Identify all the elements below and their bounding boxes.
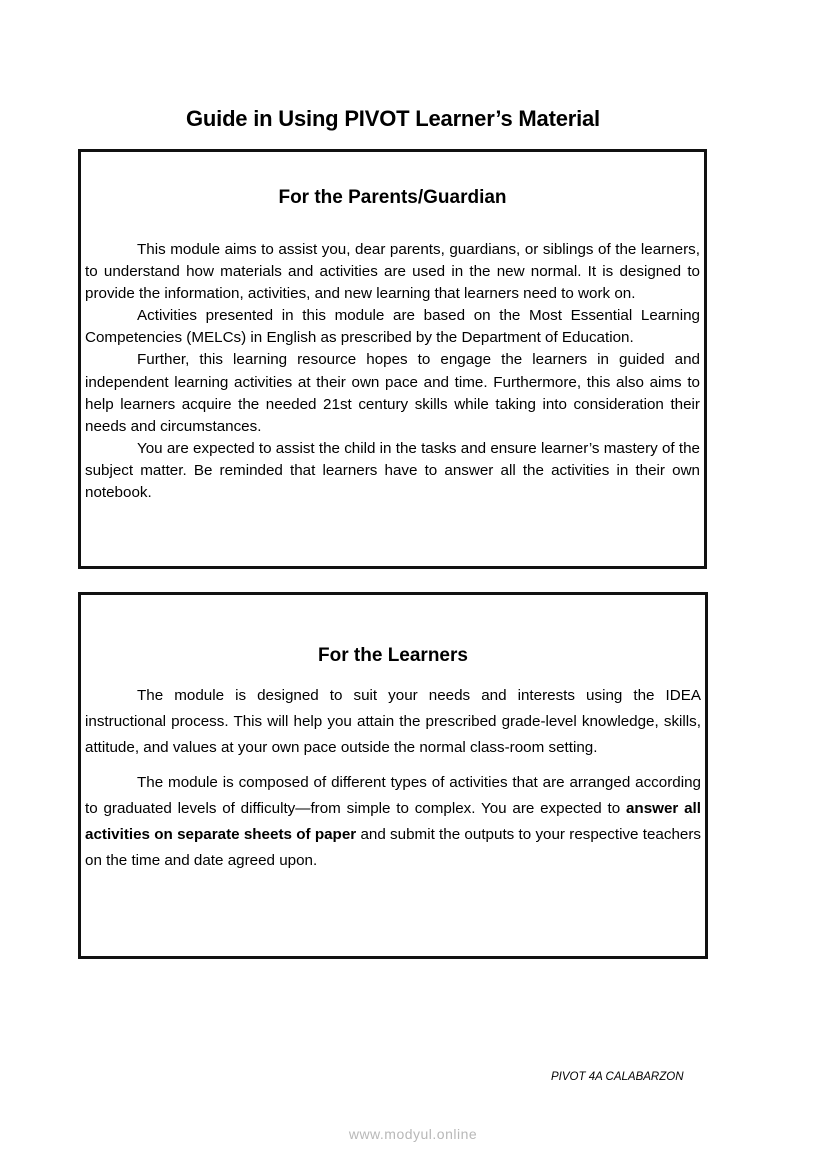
parents-guardian-box: [78, 149, 707, 569]
parents-paragraph-2: Activities presented in this module are based on the Most Essential Learning Competencies (MELCs) in English as prescribed by the Department of Education.: [85, 307, 700, 347]
parents-paragraph-1: This module aims to assist you, dear parents, guardians, or siblings of the learners, to understand how materials and activities are used in the new normal. It is designed to provide the information, activities, and new learning that learners need to work on.: [85, 241, 700, 303]
learners-paragraph-2-emphasis: answer all activities on separate sheets of paper: [85, 800, 701, 843]
learners-paragraph-1: The module is designed to suit your needs and interests using the IDEA instructional process. This will help you attain the prescribed grade-level knowledge, skills, attitude, and values at your own pace outside the normal class-room setting.: [85, 687, 701, 756]
learners-heading: For the Learners: [318, 645, 468, 666]
learners-paragraph-2: [85, 770, 701, 874]
learners-paragraph-2-end: and submit the outputs to your respective teachers on the time and date agreed upon.: [85, 826, 701, 869]
learners-box: [78, 592, 708, 959]
parents-guardian-heading: For the Parents/Guardian: [278, 187, 507, 208]
parents-guardian-body: [85, 239, 700, 504]
parents-paragraph-3: Further, this learning resource hopes to engage the learners in guided and independent learning activities at their own pace and time. Furthermore, this also aims to help learners acquire the needed 21st century skills while taking into consideration their needs and circumstances.: [85, 351, 700, 435]
parents-paragraph-4: You are expected to assist the child in the tasks and ensure learner’s mastery of the subject matter. Be reminded that learners have to answer all the activities in their own notebook.: [85, 439, 700, 502]
page-title: Guide in Using PIVOT Learner’s Material: [186, 106, 600, 131]
watermark: www.modyul.online: [348, 1126, 478, 1142]
learners-body: [85, 683, 701, 874]
footer-label: PIVOT 4A CALABARZON: [551, 1071, 684, 1083]
learners-paragraph-2-start: The module is composed of different types of activities that are arranged according to graduated levels of difficulty—from simple to complex. You are expected to: [85, 774, 701, 817]
